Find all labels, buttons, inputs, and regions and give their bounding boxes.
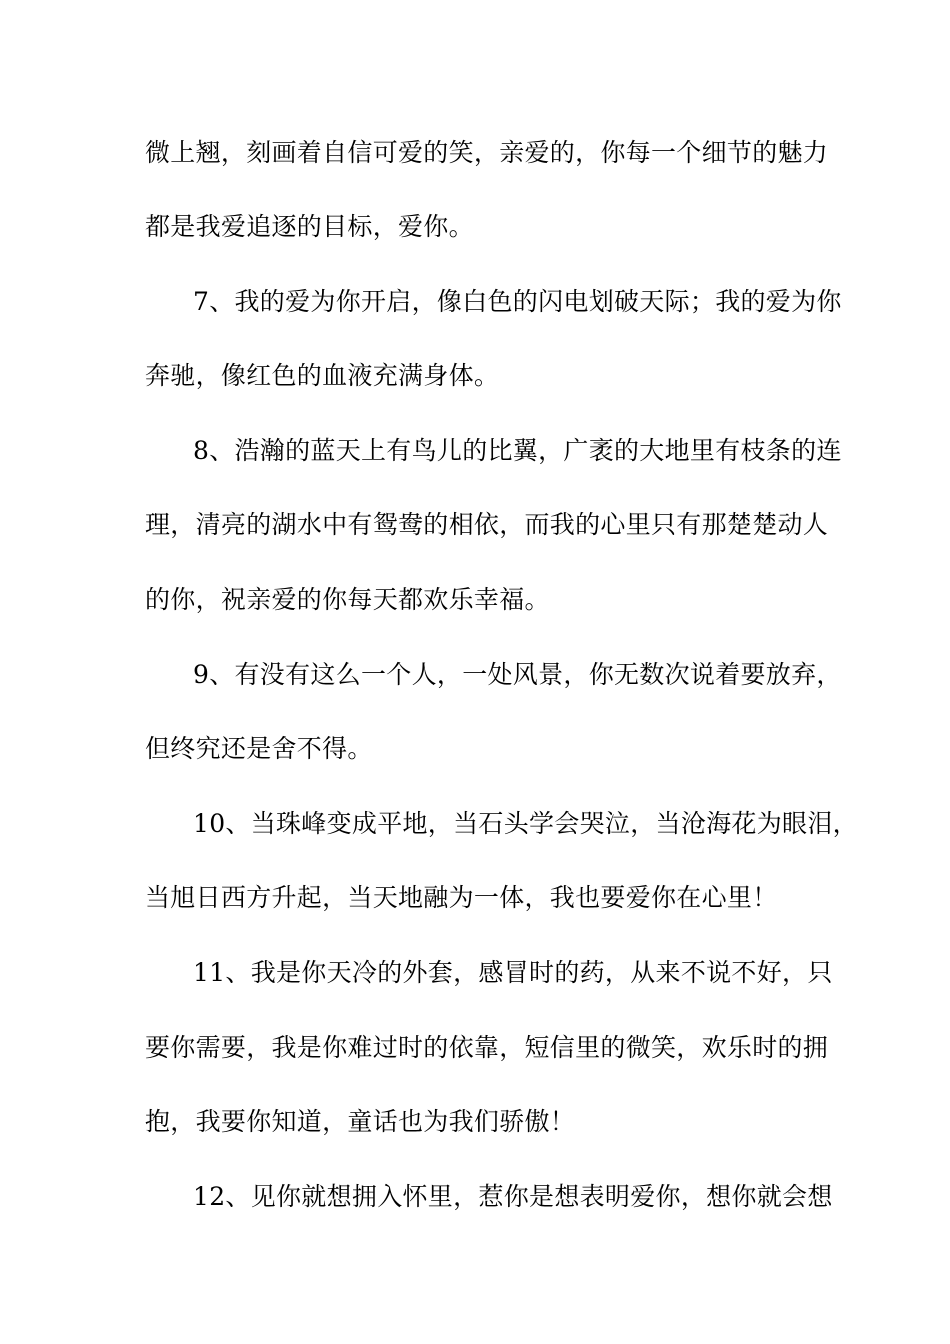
paragraph-10-start: 10、当珠峰变成平地，当石头学会哭泣，当沧海花为眼泪， bbox=[193, 809, 858, 838]
text-line: 的你，祝亲爱的你每天都欢乐幸福。 bbox=[145, 585, 550, 614]
paragraph-9-start: 9、有没有这么一个人，一处风景，你无数次说着要放弃， bbox=[193, 660, 842, 689]
text-line: 但终究还是舍不得。 bbox=[145, 734, 373, 763]
paragraph-11-start: 11、我是你天冷的外套，感冒时的药，从来不说不好，只 bbox=[193, 958, 833, 987]
text-line: 微上翘，刻画着自信可爱的笑，亲爱的，你每一个细节的魅力 bbox=[145, 138, 829, 167]
text-line: 当旭日西方升起，当天地融为一体，我也要爱你在心里！ bbox=[145, 883, 778, 912]
paragraph-12-start: 12、见你就想拥入怀里，惹你是想表明爱你，想你就会想 bbox=[193, 1182, 833, 1211]
text-line: 要你需要，我是你难过时的依靠，短信里的微笑，欢乐时的拥 bbox=[145, 1033, 829, 1062]
text-line: 抱，我要你知道，童话也为我们骄傲！ bbox=[145, 1107, 576, 1136]
paragraph-8-start: 8、浩瀚的蓝天上有鸟儿的比翼，广袤的大地里有枝条的连 bbox=[193, 436, 842, 465]
paragraph-7-start: 7、我的爱为你开启，像白色的闪电划破天际；我的爱为你 bbox=[193, 287, 842, 316]
text-line: 奔驰，像红色的血液充满身体。 bbox=[145, 361, 500, 390]
text-line: 理，清亮的湖水中有鸳鸯的相依，而我的心里只有那楚楚动人 bbox=[145, 510, 829, 539]
text-line: 都是我爱追逐的目标，爱你。 bbox=[145, 212, 474, 241]
